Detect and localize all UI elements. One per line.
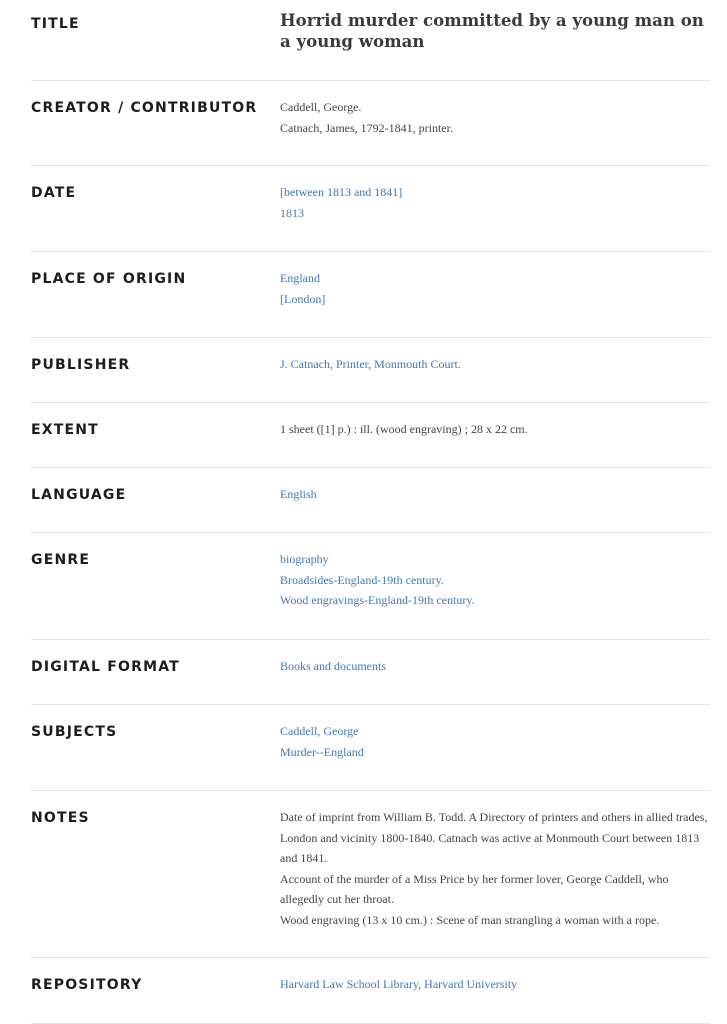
creator-value: Caddell, George. xyxy=(280,100,362,114)
label-title: TITLE xyxy=(31,16,80,32)
label-date: DATE xyxy=(31,185,77,201)
note-paragraph: Account of the murder of a Miss Price by her former lover, George Caddell, who allegedly cut her throat. xyxy=(280,871,669,907)
row-place-of-origin xyxy=(31,252,710,338)
row-language xyxy=(31,468,710,533)
values-publisher xyxy=(280,354,710,402)
note-paragraph: Date of imprint from William B. Todd. A Directory of printers and others in allied trades, London and vicinity 1800-1840. Catnach was active at Monmouth Court between 1813 and 1841. xyxy=(280,810,708,866)
values-extent xyxy=(280,419,710,467)
label-notes: NOTES xyxy=(31,810,90,826)
row-repository xyxy=(31,958,710,1024)
row-creator xyxy=(31,81,710,166)
metadata-record xyxy=(31,0,710,1024)
digital-format-link[interactable]: Books and documents xyxy=(280,659,386,673)
extent-value: 1 sheet ([1] p.) : ill. (wood engraving) ; 28 x 22 cm. xyxy=(280,422,528,436)
values-subjects xyxy=(280,721,710,790)
label-digital-format: DIGITAL FORMAT xyxy=(31,659,180,675)
values-date xyxy=(280,182,710,251)
row-genre xyxy=(31,533,710,640)
row-digital-format xyxy=(31,640,710,705)
label-publisher: PUBLISHER xyxy=(31,357,131,373)
title-value: Horrid murder committed by a young man on a young woman xyxy=(280,10,704,51)
genre-link[interactable]: Wood engravings-England-19th century. xyxy=(280,593,475,608)
place-link[interactable]: [London] xyxy=(280,291,326,306)
values-place-of-origin xyxy=(280,268,710,337)
subject-link[interactable]: Murder--England xyxy=(280,744,364,759)
row-subjects xyxy=(31,705,710,791)
date-link[interactable]: [between 1813 and 1841] xyxy=(280,185,403,199)
values-genre xyxy=(280,549,710,639)
creator-value: Catnach, James, 1792-1841, printer. xyxy=(280,120,453,135)
genre-link[interactable]: Broadsides-England-19th century. xyxy=(280,572,444,587)
label-repository: REPOSITORY xyxy=(31,977,143,993)
label-place-of-origin: PLACE OF ORIGIN xyxy=(31,271,187,287)
repository-link[interactable]: Harvard Law School Library, Harvard University xyxy=(280,977,518,991)
publisher-link[interactable]: J. Catnach, Printer, Monmouth Court. xyxy=(280,357,461,371)
place-link[interactable]: England xyxy=(280,271,320,285)
genre-link[interactable]: biography xyxy=(280,552,329,566)
date-link[interactable]: 1813 xyxy=(280,205,304,220)
language-link[interactable]: English xyxy=(280,487,317,501)
label-extent: EXTENT xyxy=(31,422,99,438)
row-title xyxy=(31,0,710,81)
values-creator xyxy=(280,97,710,165)
row-extent xyxy=(31,403,710,468)
values-digital-format xyxy=(280,656,710,704)
row-publisher xyxy=(31,338,710,403)
label-language: LANGUAGE xyxy=(31,487,127,503)
values-language xyxy=(280,484,710,532)
values-notes xyxy=(280,807,710,957)
subject-link[interactable]: Caddell, George xyxy=(280,724,359,738)
values-repository xyxy=(280,974,710,1023)
row-notes xyxy=(31,791,710,958)
label-genre: GENRE xyxy=(31,552,91,568)
note-paragraph: Wood engraving (13 x 10 cm.) : Scene of man strangling a woman with a rope. xyxy=(280,912,660,927)
row-date xyxy=(31,166,710,252)
values-title xyxy=(280,10,710,80)
label-subjects: SUBJECTS xyxy=(31,724,118,740)
label-creator: CREATOR / CONTRIBUTOR xyxy=(31,100,258,116)
